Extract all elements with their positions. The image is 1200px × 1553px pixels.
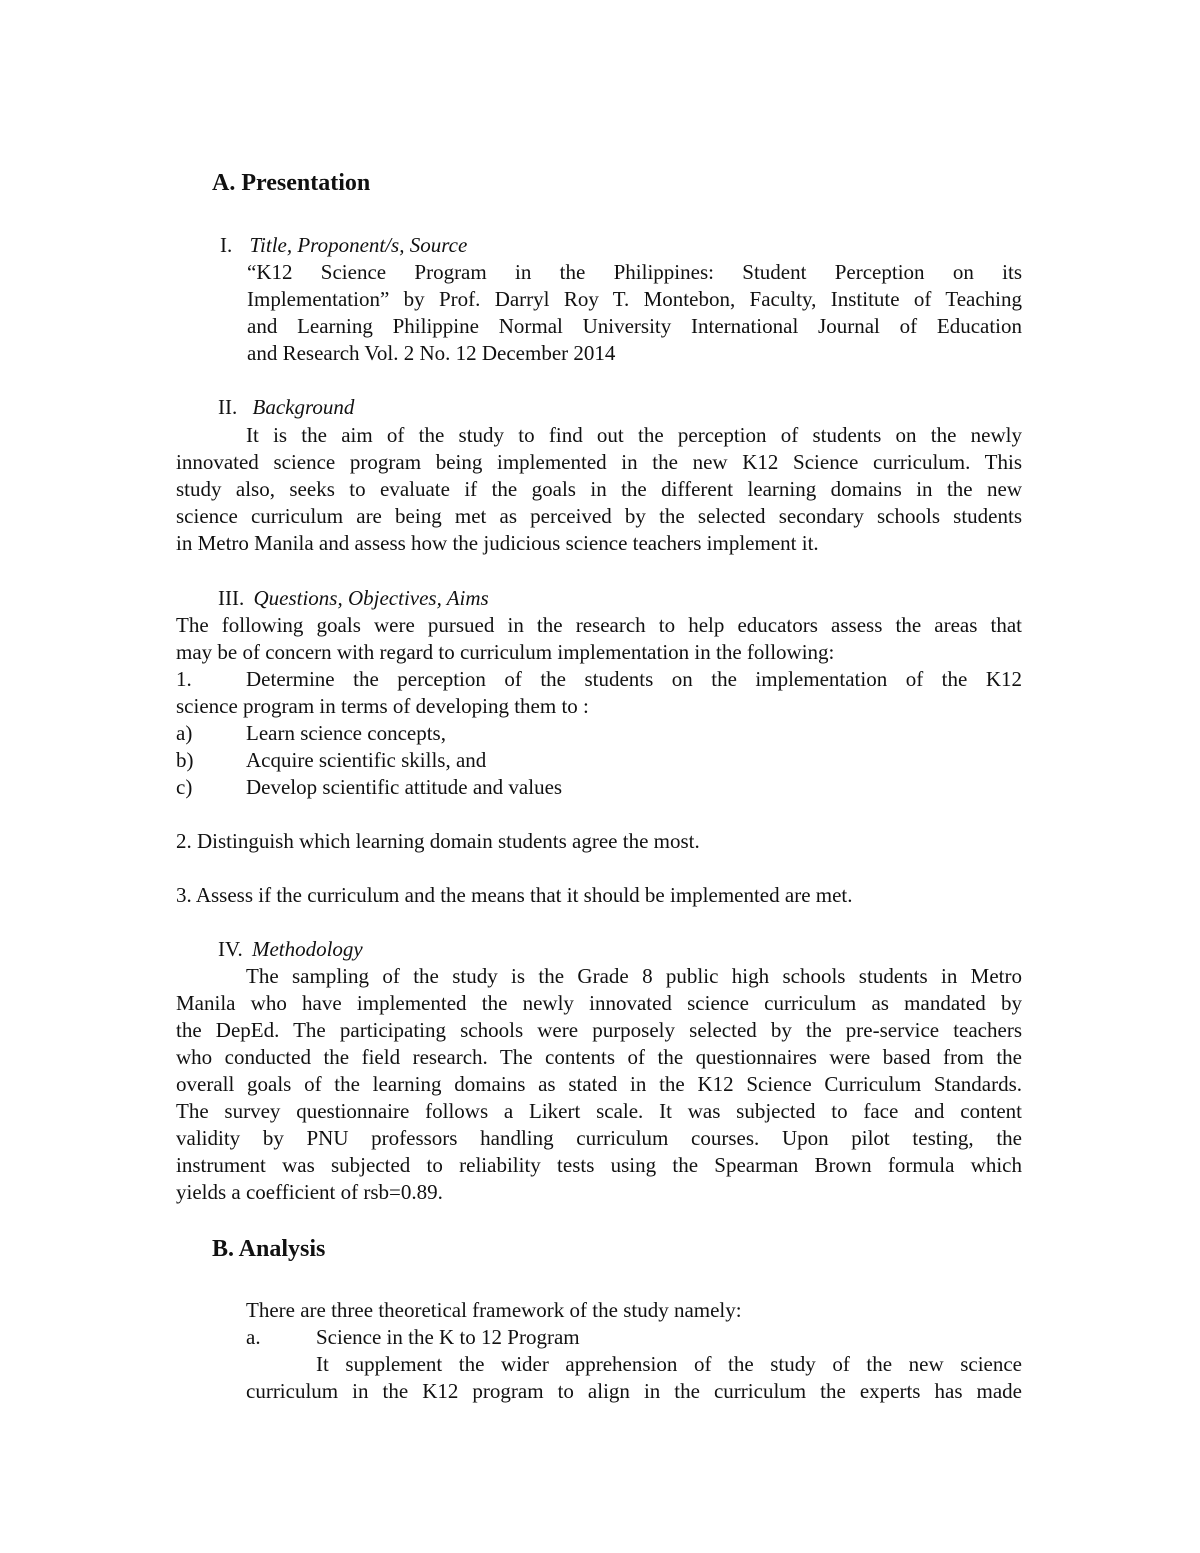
part1-line: and Research Vol. 2 No. 12 December 2014 [247, 341, 616, 365]
part3-intro-line: may be of concern with regard to curriculum implementation in the following: [176, 640, 835, 664]
part3-intro-line: The following goals were pursued in the research to help educators assess the areas that [176, 613, 1022, 637]
part4-line: The sampling of the study is the Grade 8 public high schools students in Metro [246, 964, 1022, 988]
part2-line: in Metro Manila and assess how the judicious science teachers implement it. [176, 531, 819, 555]
part2-title: Background [252, 395, 355, 419]
subitem-label: c) [176, 775, 193, 799]
analysis-item-title: Science in the K to 12 Program [316, 1325, 580, 1349]
analysis-line: It supplement the wider apprehension of the study of the new science [316, 1352, 1022, 1376]
part4-header [218, 936, 1064, 963]
item3: 3. Assess if the curriculum and the means that it should be implemented are met. [176, 883, 853, 907]
part2-line: It is the aim of the study to find out the perception of students on the newly [246, 423, 1022, 447]
item1-number: 1. [176, 667, 192, 691]
part1-line: and Learning Philippine Normal University International Journal of Education [247, 314, 1022, 338]
part4-line: yields a coefficient of rsb=0.89. [176, 1180, 443, 1204]
part4-line: Manila who have implemented the newly innovated science curriculum as mandated by [176, 991, 1022, 1015]
part2-line: science curriculum are being met as perceived by the selected secondary schools students [176, 504, 1022, 528]
part1-numeral: I. [220, 233, 233, 257]
part1-title: Title, Proponent/s, Source [249, 233, 468, 257]
subitem-text: Acquire scientific skills, and [246, 748, 487, 772]
part2-line: innovated science program being implemented in the new K12 Science curriculum. This [176, 450, 1022, 474]
part2-header [218, 394, 1064, 421]
part2-line: study also, seeks to evaluate if the goals in the different learning domains in the new [176, 477, 1022, 501]
subitem-text: Develop scientific attitude and values [246, 775, 563, 799]
part4-line: validity by PNU professors handling curriculum courses. Upon pilot testing, the [176, 1126, 1022, 1150]
part4-line: who conducted the field research. The contents of the questionnaires were based from the [176, 1045, 1022, 1069]
section-b-heading: B. Analysis [212, 1236, 326, 1262]
part3-header [218, 585, 1064, 612]
section-a-heading: A. Presentation [212, 170, 371, 196]
part4-line: The survey questionnaire follows a Likert scale. It was subjected to face and content [176, 1099, 1022, 1123]
subitem-text: Learn science concepts, [246, 721, 446, 745]
part1-line: “K12 Science Program in the Philippines: Student Perception on its [247, 260, 1022, 284]
item1-line: Determine the perception of the students on the implementation of the K12 [246, 667, 1022, 691]
part4-line: overall goals of the learning domains as stated in the K12 Science Curriculum Standards. [176, 1072, 1022, 1096]
part4-title: Methodology [251, 937, 363, 961]
analysis-intro: There are three theoretical framework of the study namely: [246, 1298, 742, 1322]
item1-line: science program in terms of developing them to : [176, 694, 589, 718]
analysis-item-label: a. [246, 1325, 261, 1349]
part4-line: instrument was subjected to reliability tests using the Spearman Brown formula which [176, 1153, 1022, 1177]
part4-line: the DepEd. The participating schools were purposely selected by the pre-service teachers [176, 1018, 1022, 1042]
subitem-label: b) [176, 748, 194, 772]
analysis-line: curriculum in the K12 program to align in the curriculum the experts has made [246, 1379, 1022, 1403]
part3-numeral: III. [218, 586, 245, 610]
part1-header [220, 232, 1066, 259]
part4-numeral: IV. [218, 937, 243, 961]
part3-title: Questions, Objectives, Aims [253, 586, 489, 610]
item2: 2. Distinguish which learning domain students agree the most. [176, 829, 700, 853]
subitem-label: a) [176, 721, 193, 745]
part2-numeral: II. [218, 395, 238, 419]
part1-line: Implementation” by Prof. Darryl Roy T. Montebon, Faculty, Institute of Teaching [247, 287, 1022, 311]
